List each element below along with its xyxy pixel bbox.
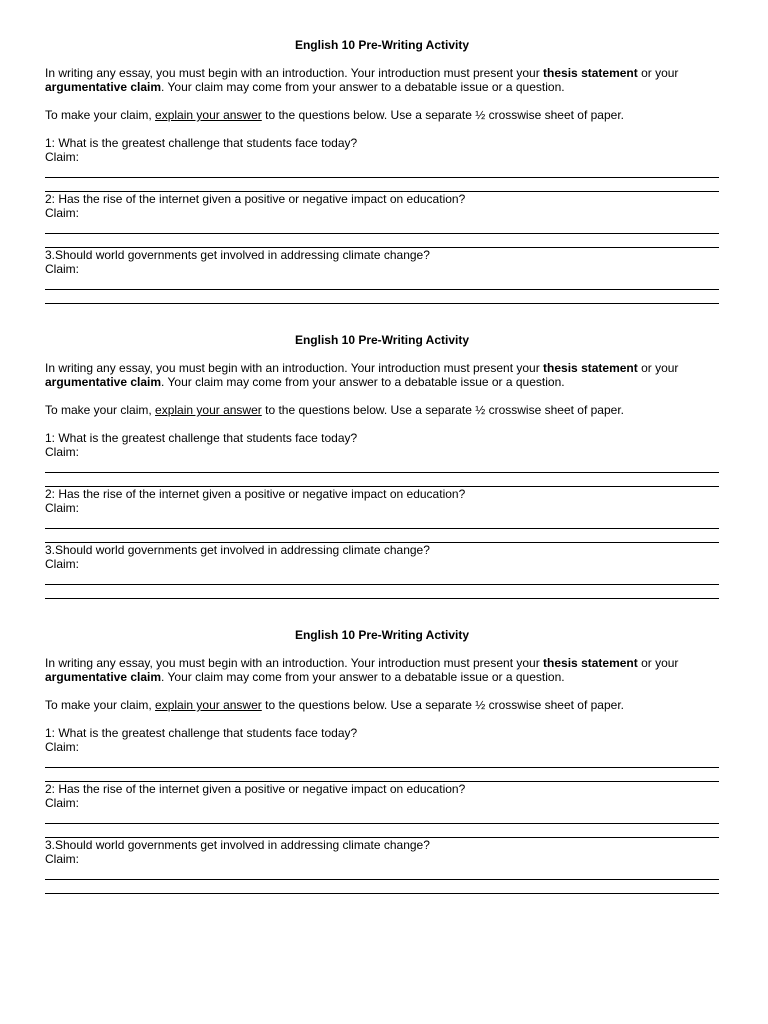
- intro-text: In writing any essay, you must begin with an introduction. Your introduction must present your: [45, 66, 544, 80]
- answer-line[interactable]: [45, 880, 719, 894]
- intro-bold-term: thesis statement: [543, 361, 638, 375]
- question-text: 1: What is the greatest challenge that students face today?: [45, 136, 358, 150]
- intro-text: . Your claim may come from your answer to a debatable issue or a question.: [161, 375, 565, 389]
- instructions-underlined: explain your answer: [155, 403, 262, 417]
- document-page: [45, 38, 719, 923]
- question-text: 3.Should world governments get involved in addressing climate change?: [45, 248, 430, 262]
- question-item: [45, 782, 719, 838]
- question-text: 2: Has the rise of the internet given a positive or negative impact on education?: [45, 782, 466, 796]
- answer-line[interactable]: [45, 220, 719, 234]
- question-item: [45, 248, 719, 304]
- intro-bold-term: thesis statement: [543, 656, 638, 670]
- question-list: [45, 726, 719, 894]
- question-text: 3.Should world governments get involved in addressing climate change?: [45, 543, 430, 557]
- intro-bold-term: argumentative claim: [45, 375, 162, 389]
- intro-bold-term: argumentative claim: [45, 80, 162, 94]
- intro-paragraph: [45, 656, 719, 684]
- worksheet-title: English 10 Pre-Writing Activity: [294, 628, 470, 642]
- intro-text: . Your claim may come from your answer to a debatable issue or a question.: [161, 670, 565, 684]
- intro-text: . Your claim may come from your answer to a debatable issue or a question.: [161, 80, 565, 94]
- instructions-text: To make your claim,: [45, 403, 156, 417]
- question-text: 2: Has the rise of the internet given a positive or negative impact on education?: [45, 192, 466, 206]
- intro-text: In writing any essay, you must begin with an introduction. Your introduction must present your: [45, 361, 544, 375]
- claim-label: Claim:: [45, 796, 80, 810]
- worksheet-section: [45, 38, 719, 333]
- intro-text: or your: [637, 66, 679, 80]
- intro-text: or your: [637, 656, 679, 670]
- answer-line[interactable]: [45, 810, 719, 824]
- question-item: [45, 726, 719, 782]
- answer-line[interactable]: [45, 824, 719, 838]
- answer-line[interactable]: [45, 866, 719, 880]
- answer-line[interactable]: [45, 459, 719, 473]
- answer-line[interactable]: [45, 768, 719, 782]
- claim-label: Claim:: [45, 445, 80, 459]
- worksheet-section: [45, 333, 719, 628]
- instructions-underlined: explain your answer: [155, 108, 262, 122]
- worksheet-title: English 10 Pre-Writing Activity: [294, 333, 470, 347]
- question-text: 3.Should world governments get involved in addressing climate change?: [45, 838, 430, 852]
- question-list: [45, 431, 719, 599]
- question-text: 1: What is the greatest challenge that students face today?: [45, 726, 358, 740]
- question-text: 1: What is the greatest challenge that students face today?: [45, 431, 358, 445]
- claim-label: Claim:: [45, 852, 80, 866]
- instructions-text: to the questions below. Use a separate ½ crosswise sheet of paper.: [261, 698, 624, 712]
- instructions-text: To make your claim,: [45, 108, 156, 122]
- answer-line[interactable]: [45, 529, 719, 543]
- answer-line[interactable]: [45, 234, 719, 248]
- claim-label: Claim:: [45, 206, 80, 220]
- claim-label: Claim:: [45, 262, 80, 276]
- answer-line[interactable]: [45, 276, 719, 290]
- worksheet-section: [45, 628, 719, 923]
- instructions-text: To make your claim,: [45, 698, 156, 712]
- answer-line[interactable]: [45, 754, 719, 768]
- claim-label: Claim:: [45, 557, 80, 571]
- intro-text: In writing any essay, you must begin with an introduction. Your introduction must present your: [45, 656, 544, 670]
- intro-text: or your: [637, 361, 679, 375]
- instructions-underlined: explain your answer: [155, 698, 262, 712]
- answer-line[interactable]: [45, 571, 719, 585]
- worksheet-title: English 10 Pre-Writing Activity: [294, 38, 470, 52]
- answer-line[interactable]: [45, 178, 719, 192]
- instructions-paragraph: [45, 403, 719, 417]
- instructions-paragraph: [45, 108, 719, 122]
- claim-label: Claim:: [45, 150, 80, 164]
- question-item: [45, 838, 719, 894]
- question-item: [45, 192, 719, 248]
- answer-line[interactable]: [45, 473, 719, 487]
- intro-paragraph: [45, 66, 719, 94]
- instructions-paragraph: [45, 698, 719, 712]
- question-item: [45, 136, 719, 192]
- intro-bold-term: thesis statement: [543, 66, 638, 80]
- question-text: 2: Has the rise of the internet given a positive or negative impact on education?: [45, 487, 466, 501]
- answer-line[interactable]: [45, 164, 719, 178]
- answer-line[interactable]: [45, 515, 719, 529]
- answer-line[interactable]: [45, 290, 719, 304]
- question-list: [45, 136, 719, 304]
- question-item: [45, 431, 719, 487]
- question-item: [45, 487, 719, 543]
- answer-line[interactable]: [45, 585, 719, 599]
- claim-label: Claim:: [45, 740, 80, 754]
- intro-paragraph: [45, 361, 719, 389]
- intro-bold-term: argumentative claim: [45, 670, 162, 684]
- claim-label: Claim:: [45, 501, 80, 515]
- instructions-text: to the questions below. Use a separate ½ crosswise sheet of paper.: [261, 403, 624, 417]
- instructions-text: to the questions below. Use a separate ½ crosswise sheet of paper.: [261, 108, 624, 122]
- question-item: [45, 543, 719, 599]
